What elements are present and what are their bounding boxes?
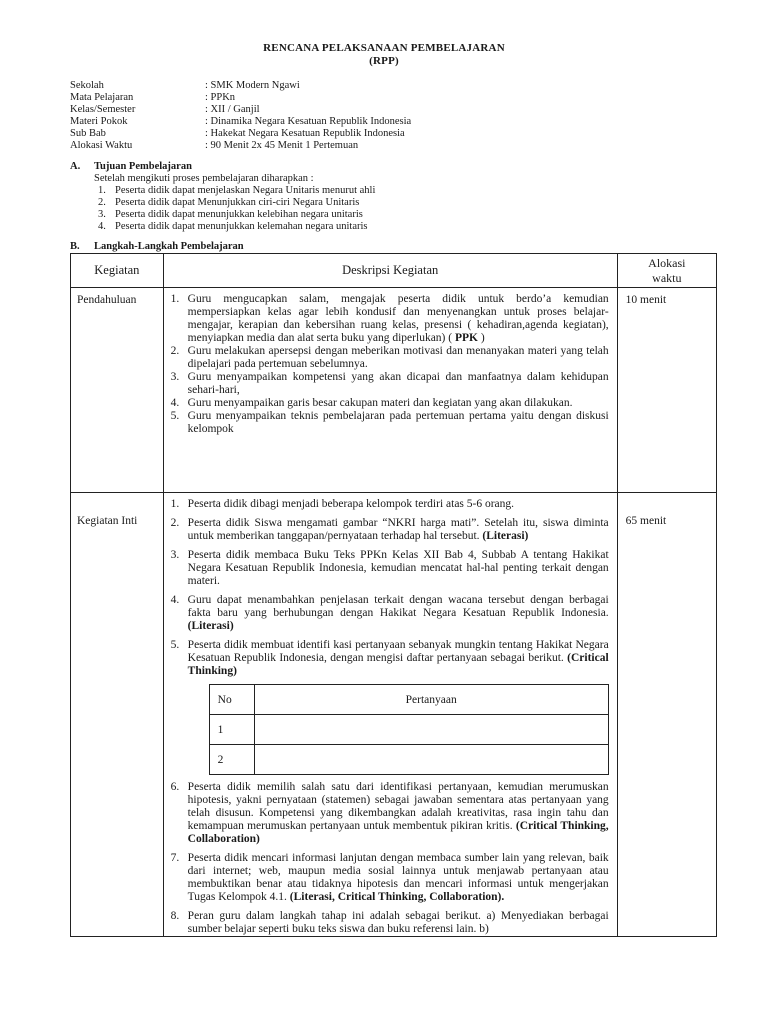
question-header-no: No	[209, 685, 254, 715]
table-row	[209, 715, 608, 745]
question-table	[209, 684, 609, 775]
list-item-text: Peserta didik mencari informasi lanjutan dengan membaca sumber lain yang relevan, baik dari internet; web, maupun media sosial lainnya untuk menjawab pertanyaan atau membuktikan benar atau tidaknya hipotesis dan mencari informasi untuk mengerjakan Tugas Kelompok 4.1.	[187, 852, 609, 903]
header-alokasi: Alokasi waktu	[617, 254, 716, 288]
inti-list-continued	[164, 781, 609, 936]
table-row-inti	[71, 493, 717, 937]
question-row-text	[254, 715, 608, 745]
table-row-pendahuluan	[71, 288, 717, 493]
section-b-title: Langkah-Langkah Pembelajaran	[94, 241, 244, 252]
objective-text-2: Peserta didik dapat Menunjukkan ciri-ciri Negara Unitaris	[115, 197, 360, 208]
list-item-num: 6.	[170, 781, 180, 793]
objective-text-4: Peserta didik dapat menunjukkan kelemahan negara unitaris	[115, 221, 368, 232]
objective-num-2: 2.	[98, 197, 106, 208]
list-item-text: Peserta didik Siswa mengamati gambar “NKRI harga mati”. Setelah itu, siswa diminta untuk memberikan tanggapan/pernyataan terhadap hal tersebut.	[187, 517, 609, 542]
list-item-text: Guru menyampaikan kompetensi yang akan dicapai dan manfaatnya dalam kehidupan sehari-hari,	[187, 371, 609, 396]
list-item-num: 4.	[170, 397, 180, 409]
info-value-subbab: : Hakekat Negara Kesatuan Republik Indonesia	[205, 128, 405, 139]
list-item	[164, 781, 609, 846]
list-item	[164, 517, 609, 543]
info-value-kelas: : XII / Ganjil	[205, 104, 260, 115]
section-a-letter: A.	[70, 161, 81, 172]
info-label-mapel: Mata Pelajaran	[70, 92, 134, 103]
learning-steps-table	[70, 253, 717, 937]
list-item-text: Peserta didik membuat identifi kasi pertanyaan sebanyak mungkin tentang Hakikat Negara Kesatuan Republik Indonesia, dengan mengisi daftar pertanyaan sebagai berikut.	[187, 639, 609, 664]
list-item-bold: PPK	[454, 332, 478, 344]
list-item-bold: (Critical Thinking, Collaboration)	[187, 820, 609, 845]
list-item-text: Guru dapat menambahkan penjelasan terkait dengan wacana tersebut dengan berbagai fakta baru yang berhubungan dengan Hakikat Negara Kesatuan Republik Indonesia.	[187, 594, 609, 619]
info-value-sekolah: : SMK Modern Ngawi	[205, 80, 300, 91]
list-item-num: 8.	[170, 910, 180, 922]
header-deskripsi: Deskripsi Kegiatan	[163, 254, 617, 288]
list-item-text: Guru mengucapkan salam, mengajak peserta didik untuk berdo’a kemudian mempersiapkan kelas agar lebih kondusif dan menyenangkan untuk proses belajar-mengajar, kerapian dan kebersihan ruang kelas, presensi ( kehadiran,agenda kegiatan), menyiapkan media dan alat serta buku yang diperlukan) (	[187, 293, 609, 344]
list-item	[164, 639, 609, 678]
list-item	[164, 498, 609, 511]
table-header-row	[71, 254, 717, 288]
list-item-text: Peserta didik memilih salah satu dari identifikasi pertanyaan, kemudian merumuskan hipotesis, yakni pernyataan (statemen) sebagai jawaban sementara atas pertanyaan yang telah disusun. Kompetensi yang dikembangkan adalah kreativitas, rasa ingin tahu dan kemampuan merumuskan pertanyaan untuk membentuk pikiran kritis.	[187, 781, 609, 832]
row-time-pendahuluan: 10 menit	[625, 294, 667, 306]
list-item-num: 1.	[170, 293, 180, 305]
question-row-text	[254, 745, 608, 775]
list-item	[164, 410, 609, 436]
list-item-bold: (Critical Thinking)	[187, 652, 609, 677]
list-item-text: Peran guru dalam langkah tahap ini adalah sebagai berikut. a) Menyediakan berbagai sumber belajar seperti buku teks siswa dan buku referensi lain. b)	[187, 910, 609, 935]
list-item-bold: (Literasi)	[187, 620, 234, 632]
info-label-sekolah: Sekolah	[70, 80, 104, 91]
list-item	[164, 594, 609, 633]
question-table-header	[209, 685, 608, 715]
list-item-num: 5.	[170, 639, 180, 651]
objective-text-3: Peserta didik dapat menunjukkan kelebihan negara unitaris	[115, 209, 363, 220]
document-subtitle: (RPP)	[369, 55, 399, 67]
info-label-subbab: Sub Bab	[70, 128, 106, 139]
list-item-text: Guru melakukan apersepsi dengan meberikan motivasi dan menanyakan materi yang telah dipelajari pada pertemuan sebelumnya.	[187, 345, 609, 370]
list-item-num: 3.	[170, 371, 180, 383]
list-item	[164, 397, 609, 410]
row-label-inti: Kegiatan Inti	[77, 515, 138, 527]
info-label-materi: Materi Pokok	[70, 116, 128, 127]
list-item	[164, 293, 609, 345]
list-item	[164, 549, 609, 588]
list-item-tail: )	[477, 332, 485, 344]
inti-list	[164, 498, 609, 678]
section-b-letter: B.	[70, 241, 80, 252]
list-item-text: Peserta didik dibagi menjadi beberapa kelompok terdiri atas 5-6 orang.	[187, 498, 515, 510]
pendahuluan-list	[164, 293, 609, 436]
list-item-num: 2.	[170, 517, 180, 529]
table-row	[209, 745, 608, 775]
list-item-num: 3.	[170, 549, 180, 561]
info-value-mapel: : PPKn	[205, 92, 236, 103]
list-item-num: 1.	[170, 498, 180, 510]
question-header-pertanyaan: Pertanyaan	[254, 685, 608, 715]
objective-num-3: 3.	[98, 209, 106, 220]
section-a-intro: Setelah mengikuti proses pembelajaran diharapkan :	[94, 173, 314, 184]
list-item-text: Peserta didik membaca Buku Teks PPKn Kelas XII Bab 4, Subbab A tentang Hakikat Negara Kesatuan Republik Indonesia, kemudian mencatat hal-hal penting terkait dengan materi.	[187, 549, 609, 587]
list-item	[164, 910, 609, 936]
section-b-heading	[70, 241, 244, 252]
question-row-no: 1	[209, 715, 254, 745]
list-item-bold: (Literasi, Critical Thinking, Collaboration).	[289, 891, 505, 903]
header-kegiatan: Kegiatan	[71, 254, 164, 288]
list-item	[164, 345, 609, 371]
question-row-no: 2	[209, 745, 254, 775]
list-item-text: Guru menyampaikan teknis pembelajaran pada pertemuan pertama yaitu dengan diskusi kelompok	[187, 410, 609, 435]
list-item-text: Guru menyampaikan garis besar cakupan materi dan kegiatan yang akan dilakukan.	[187, 397, 573, 409]
objective-num-1: 1.	[98, 185, 106, 196]
list-item-num: 7.	[170, 852, 180, 864]
list-item	[164, 371, 609, 397]
section-a-heading	[70, 161, 192, 172]
list-item-num: 4.	[170, 594, 180, 606]
objective-num-4: 4.	[98, 221, 106, 232]
section-a-title: Tujuan Pembelajaran	[94, 161, 192, 172]
row-label-pendahuluan: Pendahuluan	[77, 294, 137, 306]
list-item-bold: (Literasi)	[482, 530, 529, 542]
info-value-materi: : Dinamika Negara Kesatuan Republik Indonesia	[205, 116, 412, 127]
list-item-num: 2.	[170, 345, 180, 357]
list-item-num: 5.	[170, 410, 180, 422]
objective-text-1: Peserta didik dapat menjelaskan Negara Unitaris menurut ahli	[115, 185, 376, 196]
info-label-alokasi: Alokasi Waktu	[70, 140, 133, 151]
document-title: RENCANA PELAKSANAAN PEMBELAJARAN	[263, 42, 505, 54]
info-label-kelas: Kelas/Semester	[70, 104, 136, 115]
info-value-alokasi: : 90 Menit 2x 45 Menit 1 Pertemuan	[205, 140, 359, 151]
list-item	[164, 852, 609, 904]
row-time-inti: 65 menit	[625, 515, 667, 527]
